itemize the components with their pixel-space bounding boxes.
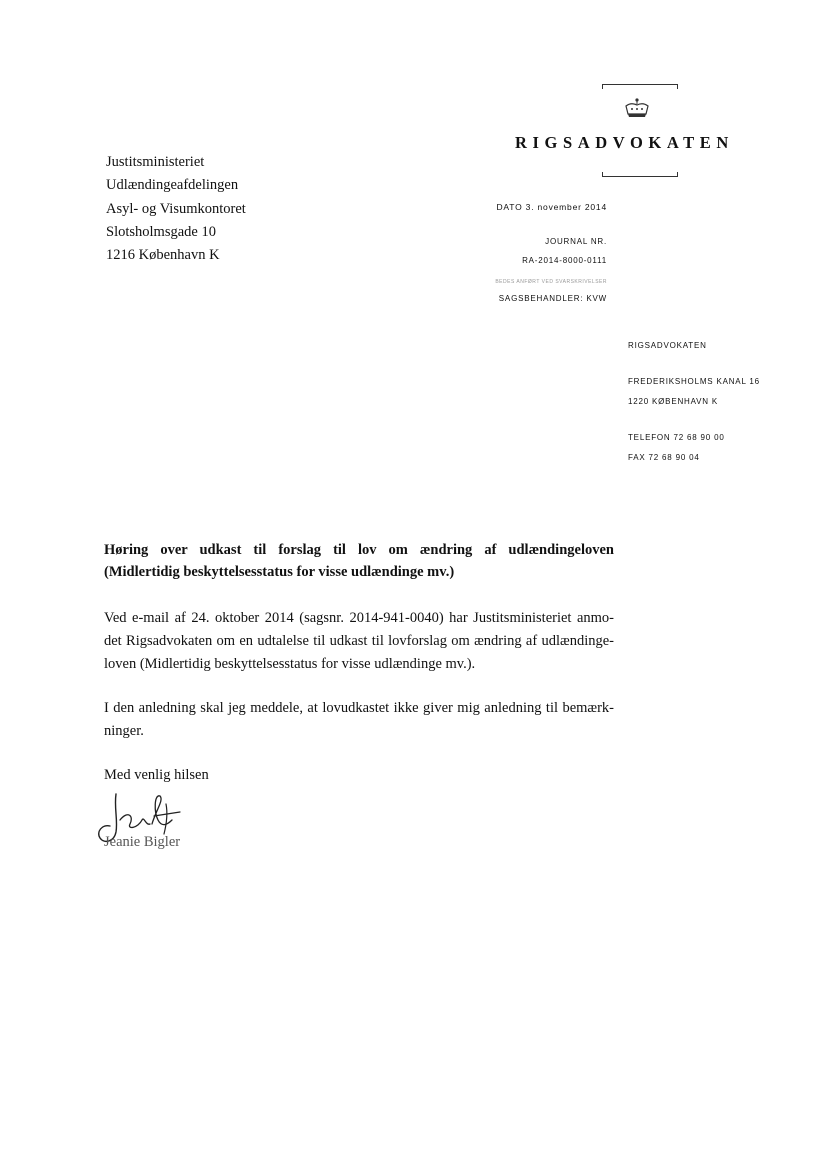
sender-fax: FAX 72 68 90 04 xyxy=(628,453,700,462)
subject-line: (Midlertidig beskyttelsesstatus for visse udlændinge mv.) xyxy=(104,564,455,580)
letterhead-logo xyxy=(510,78,760,188)
journal-number: RA-2014-8000-0111 xyxy=(522,256,607,265)
paragraph-line: loven (Midlertidig beskyttelsesstatus for visse udlændinge mv.). xyxy=(104,656,476,672)
closing-greeting: Med venlig hilsen xyxy=(104,767,209,783)
logo-bottom-rule xyxy=(602,176,678,177)
paragraph-line: ninger. xyxy=(104,723,144,739)
paragraph-line: det Rigsadvokaten om en udtalelse til udkast til lovforslag om ændring af udlændinge- xyxy=(104,633,614,649)
signer-name: Jeanie Bigler xyxy=(104,834,181,850)
sender-name: RIGSADVOKATEN xyxy=(628,341,707,350)
case-handler: SAGSBEHANDLER: KVW xyxy=(498,294,607,303)
recipient-line: 1216 København K xyxy=(106,247,220,264)
recipient-line: Asyl- og Visumkontoret xyxy=(106,200,246,217)
sender-street: FREDERIKSHOLMS KANAL 16 xyxy=(628,377,760,386)
journal-label: JOURNAL NR. xyxy=(545,237,607,246)
recipient-address xyxy=(106,151,246,267)
paragraph-line: I den anledning skal jeg meddele, at lovudkastet ikke giver mig anledning til bemærk- xyxy=(104,700,614,716)
subject-line: Høring over udkast til forslag til lov om ændring af udlændingeloven xyxy=(104,542,614,558)
sender-phone: TELEFON 72 68 90 00 xyxy=(628,433,725,442)
brand-name: RIGSADVOKATEN xyxy=(515,133,734,152)
crown-icon xyxy=(622,98,652,120)
recipient-line: Justitsministeriet xyxy=(106,154,205,170)
recipient-line: Slotsholmsgade 10 xyxy=(106,223,216,240)
date-label: DATO 3. november 2014 xyxy=(496,202,607,212)
body-paragraph xyxy=(104,697,614,743)
body-paragraph xyxy=(104,607,614,676)
letter-subject xyxy=(104,539,614,583)
recipient-line: Udlændingeafdelingen xyxy=(106,177,239,194)
paragraph-line: Ved e-mail af 24. oktober 2014 (sagsnr. 2014-941-0040) har Justitsministeriet anmo- xyxy=(104,610,614,626)
reference-note: BEDES ANFØRT VED SVARSKRIVELSER xyxy=(495,279,607,285)
logo-top-rule xyxy=(602,84,678,85)
sender-city: 1220 KØBENHAVN K xyxy=(628,397,719,406)
